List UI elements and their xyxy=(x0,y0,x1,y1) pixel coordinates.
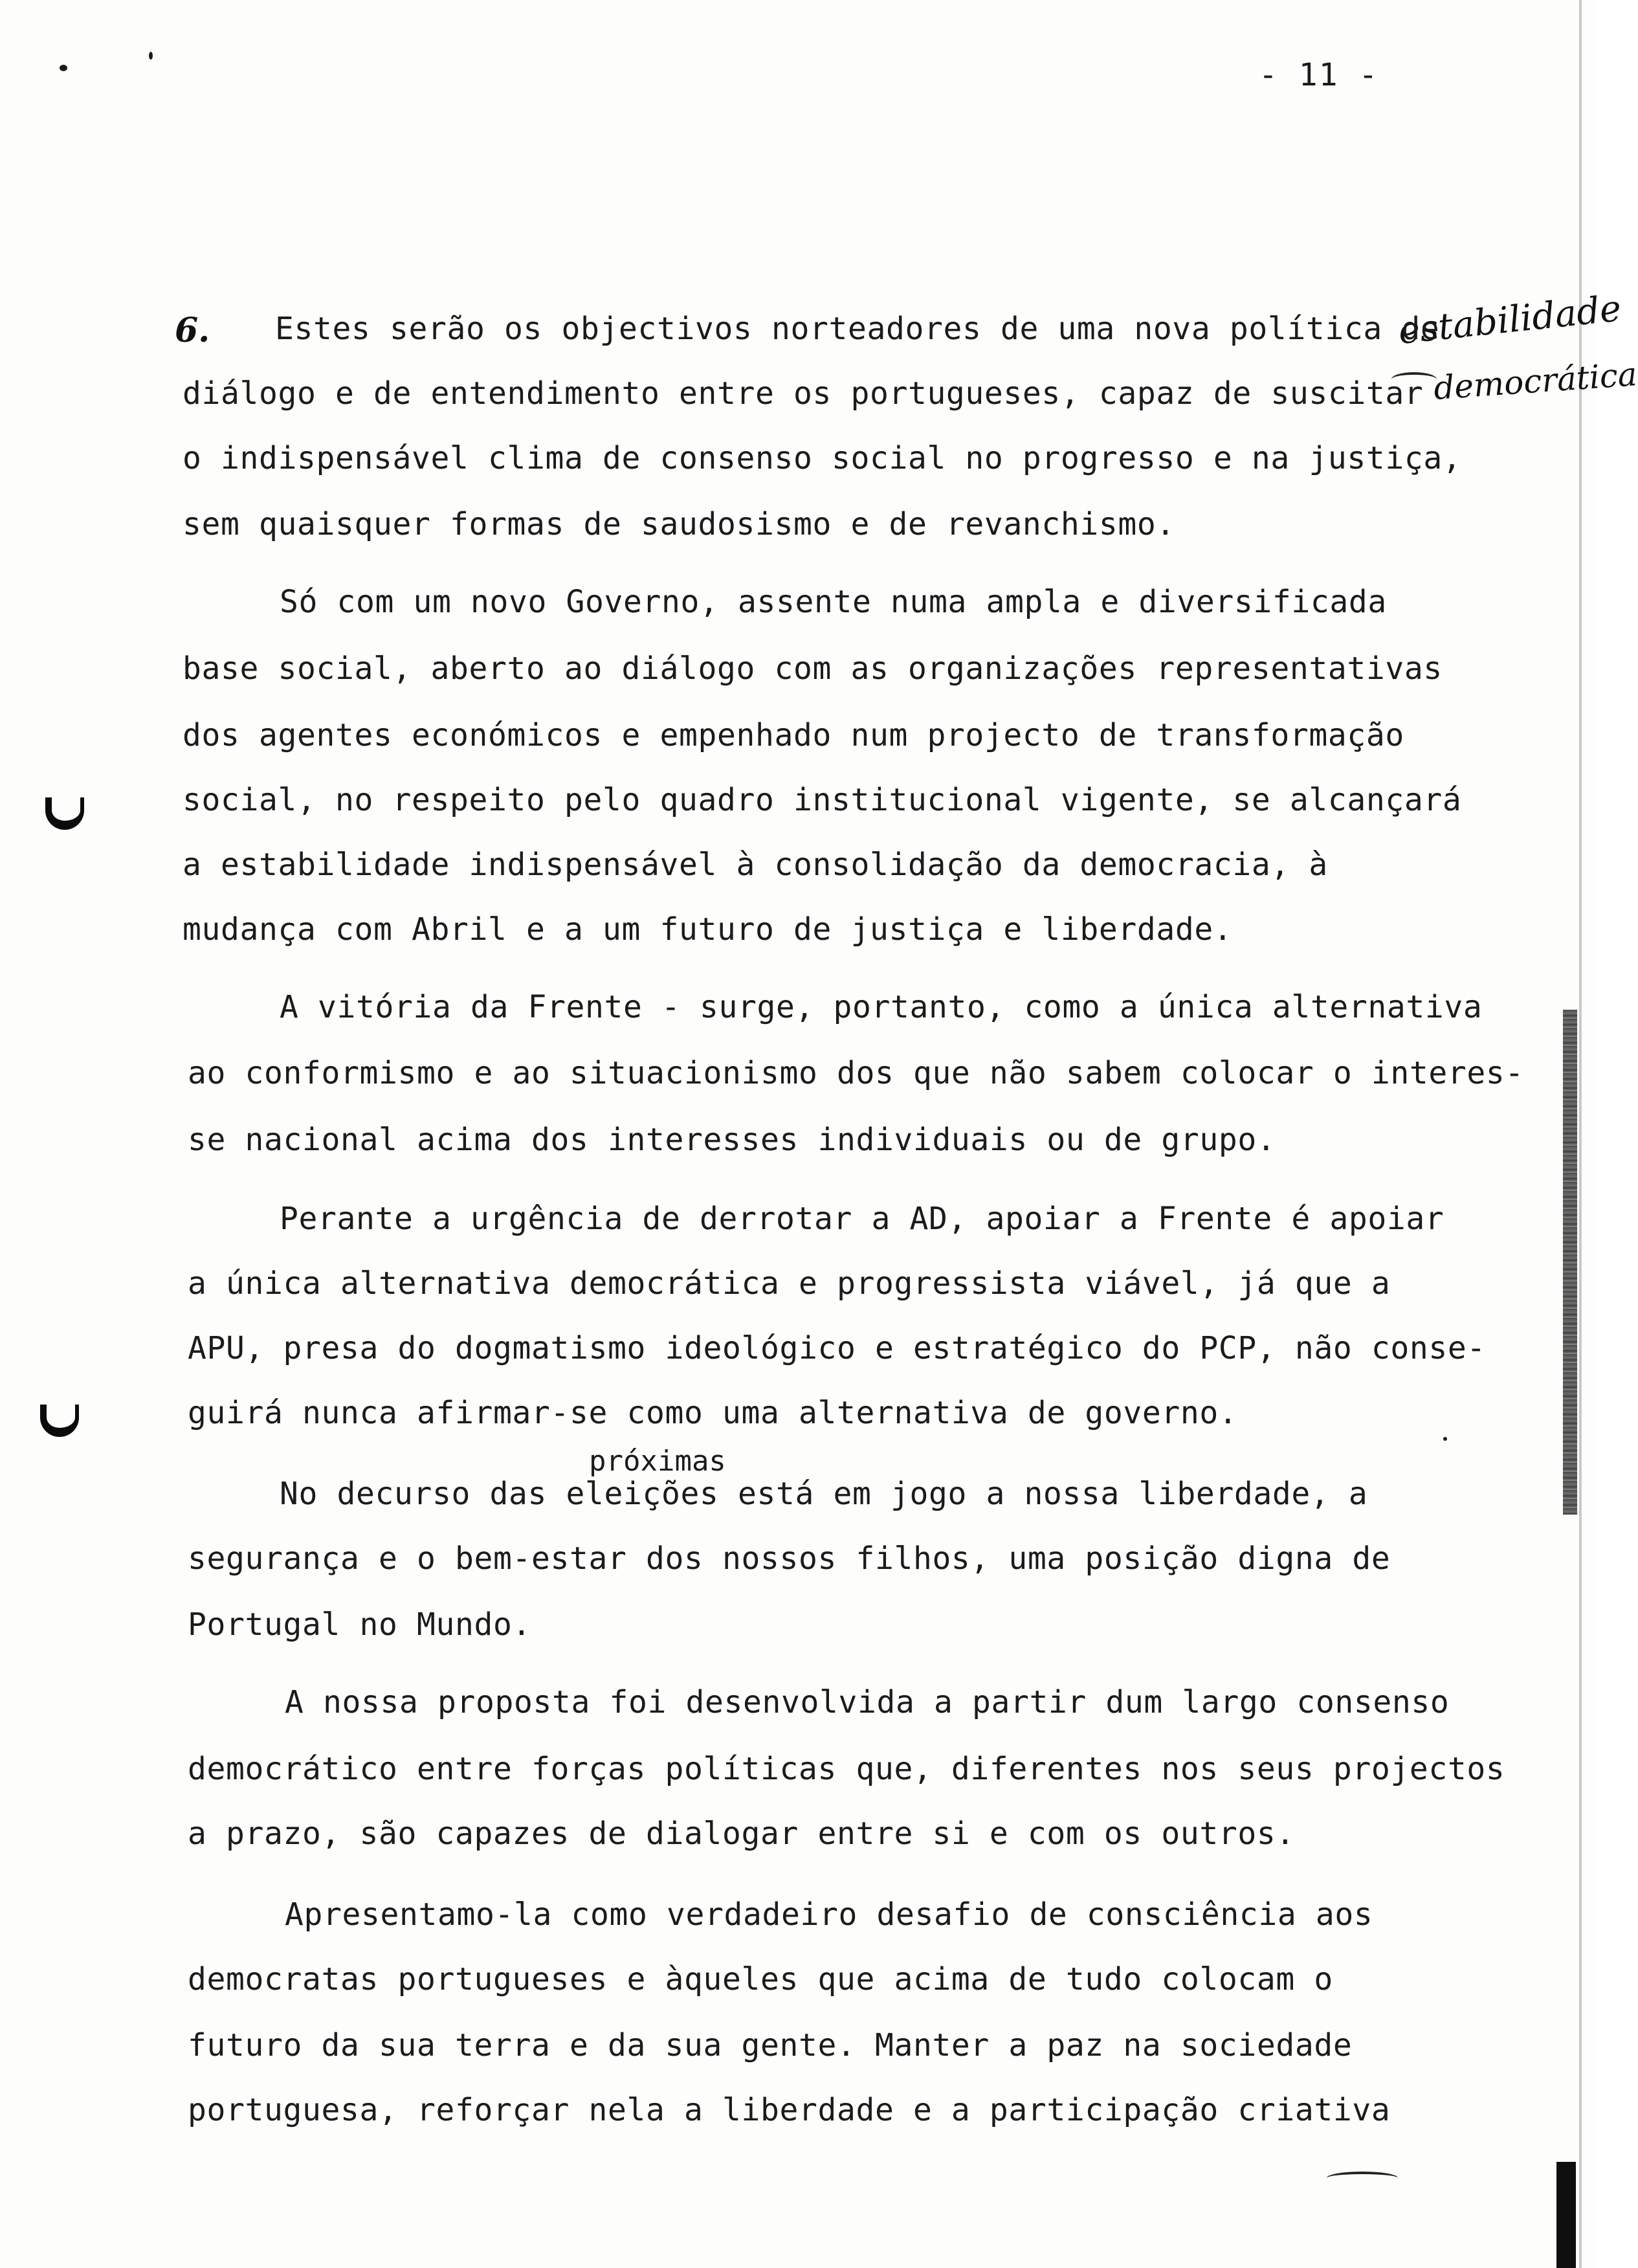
text-line: APU, presa do dogmatismo ideológico e estratégico do PCP, não conse- xyxy=(188,1330,1486,1366)
ink-speck xyxy=(60,65,67,71)
text-line: futuro da sua terra e da sua gente. Manter a paz na sociedade xyxy=(188,2027,1353,2063)
text-line: Perante a urgência de derrotar a AD, apoiar a Frente é apoiar xyxy=(280,1201,1444,1237)
punch-hole-upper xyxy=(45,797,84,830)
page-edge-shadow xyxy=(1579,0,1582,2268)
text-line: diálogo e de entendimento entre os portugueses, capaz de suscitar xyxy=(183,375,1424,412)
punch-hole-lower xyxy=(40,1405,79,1437)
text-line: dos agentes económicos e empenhado num projecto de transformação xyxy=(183,717,1404,753)
ink-speck xyxy=(149,52,153,60)
page-number: - 11 - xyxy=(1259,57,1379,93)
text-line: portuguesa, reforçar nela a liberdade e a participação criativa xyxy=(188,2092,1391,2128)
text-line: A vitória da Frente - surge, portanto, como a única alternativa xyxy=(280,989,1483,1025)
text-line: a prazo, são capazes de dialogar entre si e com os outros. xyxy=(188,1816,1295,1852)
text-line: No decurso das eleições está em jogo a nossa liberdade, a xyxy=(280,1476,1368,1512)
text-line: se nacional acima dos interesses individuais ou de grupo. xyxy=(188,1122,1276,1158)
text-line: a estabilidade indispensável à consolidação da democracia, à xyxy=(183,847,1328,883)
text-line: social, no respeito pelo quadro institucional vigente, se alcançará xyxy=(183,782,1462,818)
text-line: Portugal no Mundo. xyxy=(188,1606,531,1643)
handwritten-note-stabilidade: estabilidade xyxy=(1396,287,1624,353)
text-line: Só com um novo Governo, assente numa ampla e diversificada xyxy=(280,584,1387,620)
text-line: segurança e o bem-estar dos nossos filhos, uma posição digna de xyxy=(188,1540,1391,1577)
text-line: democrático entre forças políticas que, diferentes nos seus projectos xyxy=(188,1751,1505,1787)
text-line: Apresentamo-la como verdadeiro desafio de consciência aos xyxy=(285,1896,1373,1933)
text-line: Estes serão os objectivos norteadores de uma nova política de xyxy=(275,311,1440,347)
text-line: mudança com Abril e a um futuro de justiça e liberdade. xyxy=(183,911,1233,948)
text-line: a única alternativa democrática e progressista viável, já que a xyxy=(188,1265,1391,1302)
scanner-edge-dark xyxy=(1556,2162,1576,2268)
text-line: A nossa proposta foi desenvolvida a partir dum largo consenso xyxy=(285,1684,1450,1720)
text-line: guirá nunca afirmar-se como uma alternativa de governo. xyxy=(188,1395,1238,1431)
margin-stroke xyxy=(1327,2172,1398,2185)
paragraph-number: 6. xyxy=(175,311,210,350)
text-line: sem quaisquer formas de saudosismo e de revanchismo. xyxy=(183,506,1175,542)
handwritten-note-democratica: democrática xyxy=(1432,355,1638,407)
text-line: democratas portugueses e àqueles que acima de tudo colocam o xyxy=(188,1961,1333,1997)
text-line: base social, aberto ao diálogo com as organizações representativas xyxy=(183,650,1443,687)
inserted-word: próximas xyxy=(589,1445,726,1478)
text-line: ao conformismo e ao situacionismo dos que não sabem colocar o interes- xyxy=(188,1055,1524,1091)
text-line: o indispensável clima de consenso social no progresso e na justiça, xyxy=(183,440,1462,476)
ink-speck xyxy=(1443,1437,1447,1441)
scanner-edge-noise xyxy=(1563,1010,1577,1515)
